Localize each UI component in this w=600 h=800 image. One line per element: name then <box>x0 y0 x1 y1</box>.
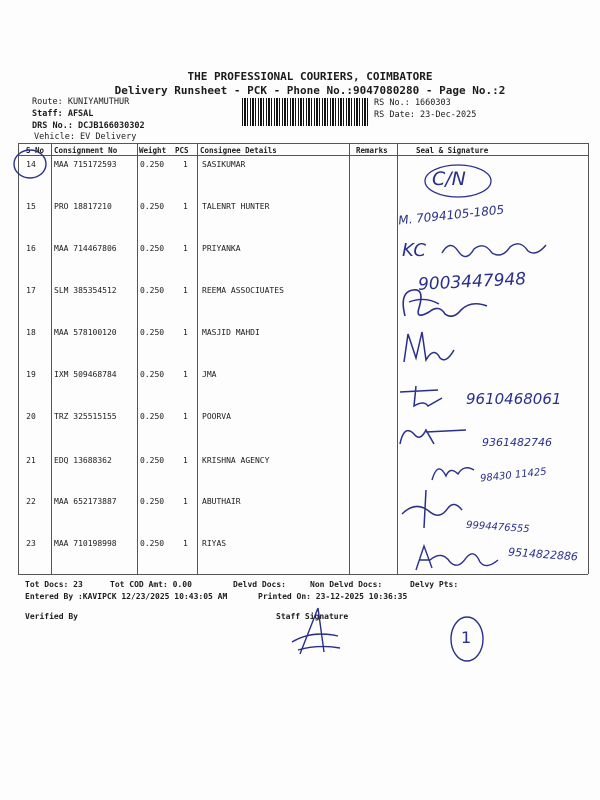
rs-date: RS Date: 23-Dec-2025 <box>374 110 477 120</box>
row-weight: 0.250 <box>140 286 165 295</box>
staff-signature-label: Staff Signature <box>276 612 349 621</box>
header-consignee: Consignee Details <box>200 146 277 155</box>
route-label: Route: KUNIYAMUTHUR <box>32 97 130 107</box>
company-name: THE PROFESSIONAL COURIERS, COIMBATORE <box>187 70 433 83</box>
row-weight: 0.250 <box>140 328 165 337</box>
row-sno: 16 <box>26 244 36 253</box>
drs-number: DRS No.: DCJB166030302 <box>32 121 145 131</box>
row-consignment: TRZ 325515155 <box>54 412 117 421</box>
row-sno: 22 <box>26 497 36 506</box>
header-pcs: PCS <box>175 146 189 155</box>
header-consignment: Consignment No <box>54 146 118 155</box>
staff-signature-scribble <box>288 606 348 660</box>
entered-by: Entered By :KAVIPCK 12/23/2025 10:43:05 AM <box>25 592 228 601</box>
header-remarks: Remarks <box>356 146 388 155</box>
row-pcs: 1 <box>183 202 188 211</box>
table-row <box>18 328 578 368</box>
row-consignment: PRO 18817210 <box>54 202 112 211</box>
row-consignee: TALENRT HUNTER <box>202 202 270 211</box>
runsheet-title: Delivery Runsheet - PCK - Phone No.:9047080280 - Page No.:2 <box>114 84 506 97</box>
row-sno: 20 <box>26 412 36 421</box>
non-delivered-docs: Non Delvd Docs: <box>310 580 383 589</box>
row-pcs: 1 <box>183 244 188 253</box>
row-sno: 21 <box>26 456 36 465</box>
signature-scribble <box>400 328 460 366</box>
row-pcs: 1 <box>183 328 188 337</box>
row-sno: 18 <box>26 328 36 337</box>
vehicle-label: Vehicle: EV Delivery <box>34 132 137 142</box>
row-pcs: 1 <box>183 539 188 548</box>
row-weight: 0.250 <box>140 412 165 421</box>
printed-on: Printed On: 23-12-2025 10:36:35 <box>258 592 408 601</box>
signature-row-17: 9003447948 <box>417 269 527 295</box>
row-sno: 15 <box>26 202 36 211</box>
total-docs: Tot Docs: 23 <box>25 580 83 589</box>
row-consignee: ABUTHAIR <box>202 497 241 506</box>
row-consignment: MAA 710198998 <box>54 539 117 548</box>
row-weight: 0.250 <box>140 539 165 548</box>
row-sno: 19 <box>26 370 36 379</box>
header-seal-signature: Seal & Signature <box>416 146 489 155</box>
row-pcs: 1 <box>183 286 188 295</box>
header-sno: S No <box>26 146 45 155</box>
row-sno: 17 <box>26 286 36 295</box>
cn-scribble-circle <box>420 160 500 202</box>
staff-label: Staff: AFSAL <box>32 109 94 119</box>
signature-scribble <box>396 488 466 534</box>
row-consignment: MAA 714467806 <box>54 244 117 253</box>
row-pcs: 1 <box>183 497 188 506</box>
row-consignment: EDQ 13688362 <box>54 456 112 465</box>
total-cod-amount: Tot COD Amt: 0.00 <box>110 580 192 589</box>
row-consignment: MAA 578100120 <box>54 328 117 337</box>
rs-number: RS No.: 1660303 <box>374 98 451 108</box>
signature-row-20: 9361482746 <box>482 436 552 449</box>
table-top-rule <box>18 143 588 144</box>
row-weight: 0.250 <box>140 497 165 506</box>
row-weight: 0.250 <box>140 244 165 253</box>
signature-row-16: KC <box>402 240 426 261</box>
col-divider <box>588 143 589 574</box>
signature-scribble <box>395 282 495 324</box>
row-consignee: MASJID MAHDI <box>202 328 260 337</box>
row-pcs: 1 <box>183 160 188 169</box>
row-weight: 0.250 <box>140 160 165 169</box>
signature-scribble <box>414 540 504 574</box>
signature-row-14: C/N <box>432 168 466 190</box>
table-header-rule <box>18 155 588 156</box>
verified-by-label: Verified By <box>25 612 78 621</box>
signature-scribble <box>440 237 550 261</box>
row-consignee: REEMA ASSOCIUATES <box>202 286 284 295</box>
row-weight: 0.250 <box>140 202 165 211</box>
signature-scribble <box>398 384 448 410</box>
row-pcs: 1 <box>183 456 188 465</box>
row-consignee: POORVA <box>202 412 231 421</box>
signature-row-22: 9994476555 <box>465 519 530 536</box>
row-consignment: MAA 652173887 <box>54 497 117 506</box>
signature-row-23: 9514822886 <box>507 545 579 564</box>
row-pcs: 1 <box>183 370 188 379</box>
page-number-handwritten: 1 <box>461 628 472 647</box>
signature-scribble <box>396 420 476 450</box>
row-consignment: MAA 715172593 <box>54 160 117 169</box>
row-consignee: SASIKUMAR <box>202 160 246 169</box>
signature-row-15: M. 7094105-1805 <box>397 202 505 228</box>
phone-row-19: 9610468061 <box>466 390 562 408</box>
header-weight: Weight <box>139 146 167 155</box>
row-sno: 14 <box>26 160 36 169</box>
barcode-image <box>242 98 370 126</box>
row-pcs: 1 <box>183 412 188 421</box>
row-consignment: SLM 385354512 <box>54 286 117 295</box>
handwritten-circle-mark <box>10 146 50 182</box>
row-weight: 0.250 <box>140 456 165 465</box>
row-consignee: RIYAS <box>202 539 227 548</box>
signature-scribble <box>428 456 478 484</box>
row-consignment: IXM 509468784 <box>54 370 117 379</box>
row-consignee: KRISHNA AGENCY <box>202 456 270 465</box>
row-consignee: PRIYANKA <box>202 244 241 253</box>
row-weight: 0.250 <box>140 370 165 379</box>
row-consignee: JMA <box>202 370 217 379</box>
signature-row-21: 98430 11425 <box>479 466 548 485</box>
row-sno: 23 <box>26 539 36 548</box>
delivery-points: Delvy Pts: <box>410 580 459 589</box>
delivered-docs: Delvd Docs: <box>233 580 286 589</box>
